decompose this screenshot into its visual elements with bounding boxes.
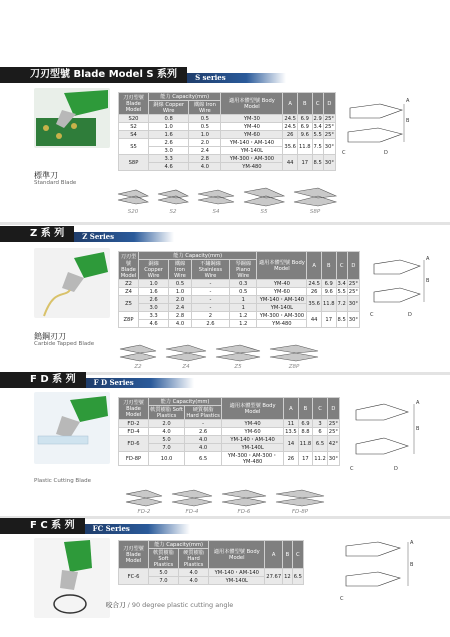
blade-s8p-icon xyxy=(292,186,338,208)
blade-s4-icon xyxy=(196,186,236,208)
blade-z2: Z2 xyxy=(118,343,158,370)
z-series-subtitle: Z Series xyxy=(74,232,174,242)
col-d: D xyxy=(327,398,339,420)
col-iron-wire: 鐵線 Iron Wire xyxy=(169,260,192,280)
blade-z8p: Z8P xyxy=(268,343,320,370)
col-a: A xyxy=(284,398,299,420)
col-capacity: 能力 Capacity(mm) xyxy=(149,541,209,549)
z-series-title: Z 系 列 xyxy=(0,226,74,242)
fc-series-blade-drawing xyxy=(338,536,428,606)
table-row: FC-6 5.0 4.0 YM-140・AM-140 27.67 12 6.5 xyxy=(119,569,304,577)
fd-series-blade-drawing xyxy=(348,394,432,490)
table-row: 4.6 4.0 2.6 1.2 YM-480 xyxy=(119,320,360,328)
z-series-caption-en: Carbide Tapped Blade xyxy=(34,341,95,347)
table-row: FD-2 2.0 - YM-40 11 6.9 3 25° xyxy=(119,420,340,428)
col-a: A xyxy=(265,541,283,569)
svg-text:D: D xyxy=(384,150,388,156)
table-row: S2 1.0 0.5 YM-40 24.5 6.9 3.4 25° xyxy=(119,123,336,131)
table-row: Z5 2.6 2.0 - 1 YM-140・AM-140 35.6 11.8 7.2 30° xyxy=(119,296,360,304)
col-copper-wire: 銅線 Copper Wire xyxy=(139,260,169,280)
z-series-caption-cn: 鎢鋼刃刀 xyxy=(34,332,66,341)
fc-series-header xyxy=(0,518,190,534)
fc-series-caption-cn: 咬合刀 xyxy=(106,601,126,609)
col-d: D xyxy=(323,93,335,115)
col-c: C xyxy=(313,398,328,420)
blade-s5-icon xyxy=(242,186,286,208)
fd-series-spec-table xyxy=(118,397,340,466)
col-c: C xyxy=(336,252,347,280)
col-hard-plastics: 硬質樹脂 Hard Plastics xyxy=(178,549,208,569)
table-row: S5 2.6 2.0 YM-140・AM-140 35.6 11.8 7.5 30° xyxy=(119,139,336,147)
blade-z4: Z4 xyxy=(164,343,208,370)
fd-series-subtitle: F D Series xyxy=(86,378,194,388)
blade-fd-6-icon xyxy=(220,488,268,508)
s-series-header xyxy=(0,67,286,83)
fc-series-subtitle: FC Series xyxy=(85,524,190,534)
col-capacity: 能力 Capacity(mm) xyxy=(149,398,222,406)
z-series-header xyxy=(0,226,174,242)
blade-s20: S20 xyxy=(116,186,150,215)
col-body-model: 適用本體型號 Body Model xyxy=(209,541,265,569)
blade-fd-8p-icon xyxy=(274,488,326,508)
table-row: 7.0 4.0 YM-140L xyxy=(119,444,340,452)
blade-s20-icon xyxy=(116,186,150,208)
col-a: A xyxy=(283,93,298,115)
col-b: B xyxy=(283,541,293,569)
table-row: FD-4 4.0 2.6 YM-60 13.5 8.8 6 25° xyxy=(119,428,340,436)
blade-fd-8p: FD-8P xyxy=(274,488,326,515)
fd-series-header xyxy=(0,372,194,388)
col-soft-plastics: 軟質樹脂 Soft Plastics xyxy=(150,407,183,419)
col-body-model: 適用本體型號 Body Model xyxy=(222,398,284,420)
blade-s8p: S8P xyxy=(292,186,338,215)
col-b: B xyxy=(297,93,312,115)
col-d: D xyxy=(347,252,359,280)
blade-fd-4-icon xyxy=(170,488,214,508)
svg-text:A: A xyxy=(406,98,410,104)
fc-series-title: F C 系 列 xyxy=(0,518,85,534)
col-c: C xyxy=(312,93,323,115)
table-row: S4 1.6 1.0 YM-60 26 9.6 5.5 25° xyxy=(119,131,336,139)
col-capacity: 能力 Capacity(mm) xyxy=(149,93,221,101)
col-hard-plastics: 硬質樹脂 Hard Plastics xyxy=(186,407,220,419)
svg-text:C: C xyxy=(370,312,374,318)
table-row: Z4 1.6 1.0 - 0.5 YM-60 26 9.6 5.5 25° xyxy=(119,288,360,296)
svg-text:B: B xyxy=(426,278,430,284)
table-row: 3.0 2.4 YM-140L xyxy=(119,147,336,155)
col-soft-plastics: 軟質樹脂 Soft Plastics xyxy=(149,549,179,569)
col-body-model: 適用本體型號 Body Model xyxy=(257,252,307,280)
fd-series-title: F D 系 列 xyxy=(0,372,86,388)
fc-series-spec-table xyxy=(118,540,304,585)
fd-series-caption-en: Plastic Cutting Blade xyxy=(34,478,91,484)
s-series-blade-drawing xyxy=(340,88,420,164)
blade-s4: S4 xyxy=(196,186,236,215)
blade-fd-2-icon xyxy=(124,488,164,508)
svg-text:D: D xyxy=(394,466,398,472)
col-capacity: 能力 Capacity(mm) xyxy=(139,252,257,260)
col-stainless-wire: 不鏽鋼線 Stainless Wire xyxy=(191,260,229,280)
blade-z4-icon xyxy=(164,343,208,363)
z-series-tool-photo xyxy=(34,248,110,318)
table-row: Z8P 3.3 2.8 2 1.2 YM-300・AM-300 44 17 8.5 30° xyxy=(119,312,360,320)
table-row: Z2 1.0 0.5 - 0.3 YM-40 24.5 6.9 3.4 25° xyxy=(119,280,360,288)
col-c: C xyxy=(292,541,303,569)
svg-text:B: B xyxy=(410,562,414,568)
z-series-spec-table xyxy=(118,251,360,328)
blade-s5: S5 xyxy=(242,186,286,215)
fc-series-caption-en: / 90 degree plastic cutting angle xyxy=(127,601,234,609)
col-piano-wire: 琴鋼線 Piano Wire xyxy=(230,260,257,280)
svg-text:A: A xyxy=(416,400,420,406)
s-series-title: 刀刃型號 Blade Model S 系列 xyxy=(0,67,187,83)
s-series-blade-row xyxy=(116,186,344,215)
table-row: 3.0 2.4 - 1 YM-140L xyxy=(119,304,360,312)
s-series-subtitle: S series xyxy=(187,73,286,83)
svg-text:C: C xyxy=(350,466,354,472)
blade-s2-icon xyxy=(156,186,190,208)
svg-text:A: A xyxy=(426,256,430,262)
z-series-blade-drawing xyxy=(368,252,438,332)
s-series-caption-cn: 標準刀 xyxy=(34,171,58,180)
blade-fd-2: FD-2 xyxy=(124,488,164,515)
col-blade-model: 刀刃型號 Blade Model xyxy=(119,252,139,280)
col-blade-model: 刀刃型號 Blade Model xyxy=(119,398,149,420)
s-series-caption-en: Standard Blade xyxy=(34,180,77,186)
col-blade-model: 刀刃型號 Blade Model xyxy=(119,93,149,115)
svg-text:D: D xyxy=(408,312,412,318)
svg-text:C: C xyxy=(342,150,346,156)
blade-fd-6: FD-6 xyxy=(220,488,268,515)
table-row: 7.0 4.0 YM-140L xyxy=(119,577,304,585)
table-row: S20 0.8 0.5 YM-30 24.5 6.9 2.9 25° xyxy=(119,115,336,123)
table-row: 4.6 4.0 YM-480 xyxy=(119,163,336,171)
z-series-blade-row xyxy=(118,343,326,370)
svg-text:A: A xyxy=(410,540,414,546)
svg-text:C: C xyxy=(340,596,344,602)
blade-z5-icon xyxy=(214,343,262,363)
col-body-model: 適用本體型號 Body Model xyxy=(221,93,283,115)
blade-z5: Z5 xyxy=(214,343,262,370)
col-blade-model: 刀刃型號 Blade Model xyxy=(119,541,149,569)
blade-z8p-icon xyxy=(268,343,320,363)
blade-z2-icon xyxy=(118,343,158,363)
fc-series-tool-photo xyxy=(34,538,110,618)
table-row: FD-8P 10.0 6.5 YM-300・AM-300・YM-480 26 17 11.2 30° xyxy=(119,452,340,466)
col-b: B xyxy=(321,252,336,280)
col-copper-wire: 銅線 Copper Wire xyxy=(149,101,189,115)
s-series-tool-photo xyxy=(34,88,110,148)
s-series-spec-table xyxy=(118,92,336,171)
s-series-divider xyxy=(0,222,450,225)
blade-fd-4: FD-4 xyxy=(170,488,214,515)
col-iron-wire: 鐵線 Iron Wire xyxy=(189,101,221,115)
fd-series-tool-photo xyxy=(34,392,110,464)
fc-series-caption xyxy=(106,600,233,609)
blade-s2: S2 xyxy=(156,186,190,215)
col-b: B xyxy=(298,398,313,420)
fd-series-blade-row xyxy=(124,488,332,515)
table-row: S8P 3.3 2.8 YM-300・AM-300 44 17 8.5 30° xyxy=(119,155,336,163)
table-row: FD-6 5.0 4.0 YM-140・AM-140 14 11.8 6.5 42° xyxy=(119,436,340,444)
col-a: A xyxy=(307,252,322,280)
svg-text:B: B xyxy=(406,118,410,124)
svg-text:B: B xyxy=(416,426,420,432)
